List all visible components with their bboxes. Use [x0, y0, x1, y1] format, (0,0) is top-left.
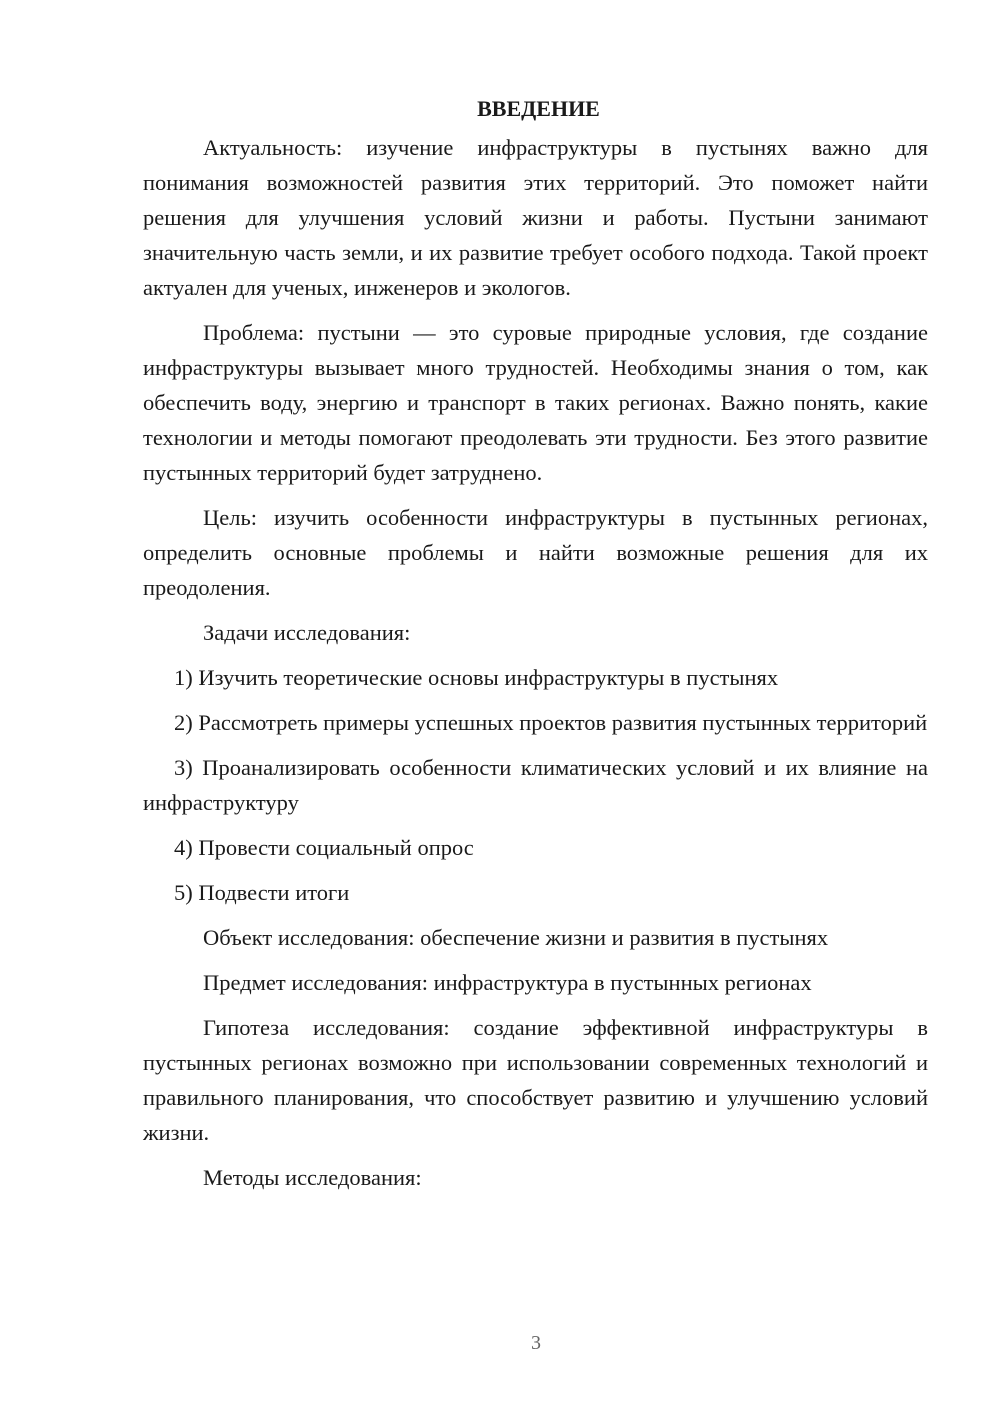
section-title: ВВЕДЕНИЕ [477, 96, 600, 121]
document-page [143, 92, 928, 1205]
hypothesis-paragraph: Гипотеза исследования: создание эффективной инфраструктуры в пустынных регионах возможно при использовании современных технологий и правильного планирования, что способствует развитию и улучшению условий жизни. [143, 1015, 928, 1145]
task-item-5: 5) Подвести итоги [174, 880, 350, 905]
methods-heading: Методы исследования: [203, 1165, 422, 1190]
tasks-heading: Задачи исследования: [203, 620, 411, 645]
problem-paragraph: Проблема: пустыни — это суровые природные условия, где создание инфраструктуры вызывает много трудностей. Необходимы знания о том, как обеспечить воду, энергию и транспорт в таких регионах. Важно понять, какие технологии и методы помогают преодолевать эти трудности. Без этого развитие пустынных территорий будет затруднено. [143, 320, 928, 485]
relevance-paragraph: Актуальность: изучение инфраструктуры в пустынях важно для понимания возможностей развития этих территорий. Это поможет найти решения для улучшения условий жизни и работы. Пустыни занимают значительную часть земли, и их развитие требует особого подхода. Такой проект актуален для ученых, инженеров и экологов. [143, 135, 928, 300]
task-item-2: 2) Рассмотреть примеры успешных проектов развития пустынных территорий [174, 710, 928, 735]
task-item-1: 1) Изучить теоретические основы инфраструктуры в пустынях [174, 665, 779, 690]
goal-paragraph: Цель: изучить особенности инфраструктуры в пустынных регионах, определить основные проблемы и найти возможные решения для их преодоления. [143, 505, 928, 600]
subject-paragraph: Предмет исследования: инфраструктура в пустынных регионах [203, 970, 812, 995]
task-item-4: 4) Провести социальный опрос [174, 835, 474, 860]
task-item-3: 3) Проанализировать особенности климатических условий и их влияние на инфраструктуру [143, 755, 928, 815]
object-paragraph: Объект исследования: обеспечение жизни и развития в пустынях [203, 925, 829, 950]
page-number: 3 [531, 1332, 541, 1354]
